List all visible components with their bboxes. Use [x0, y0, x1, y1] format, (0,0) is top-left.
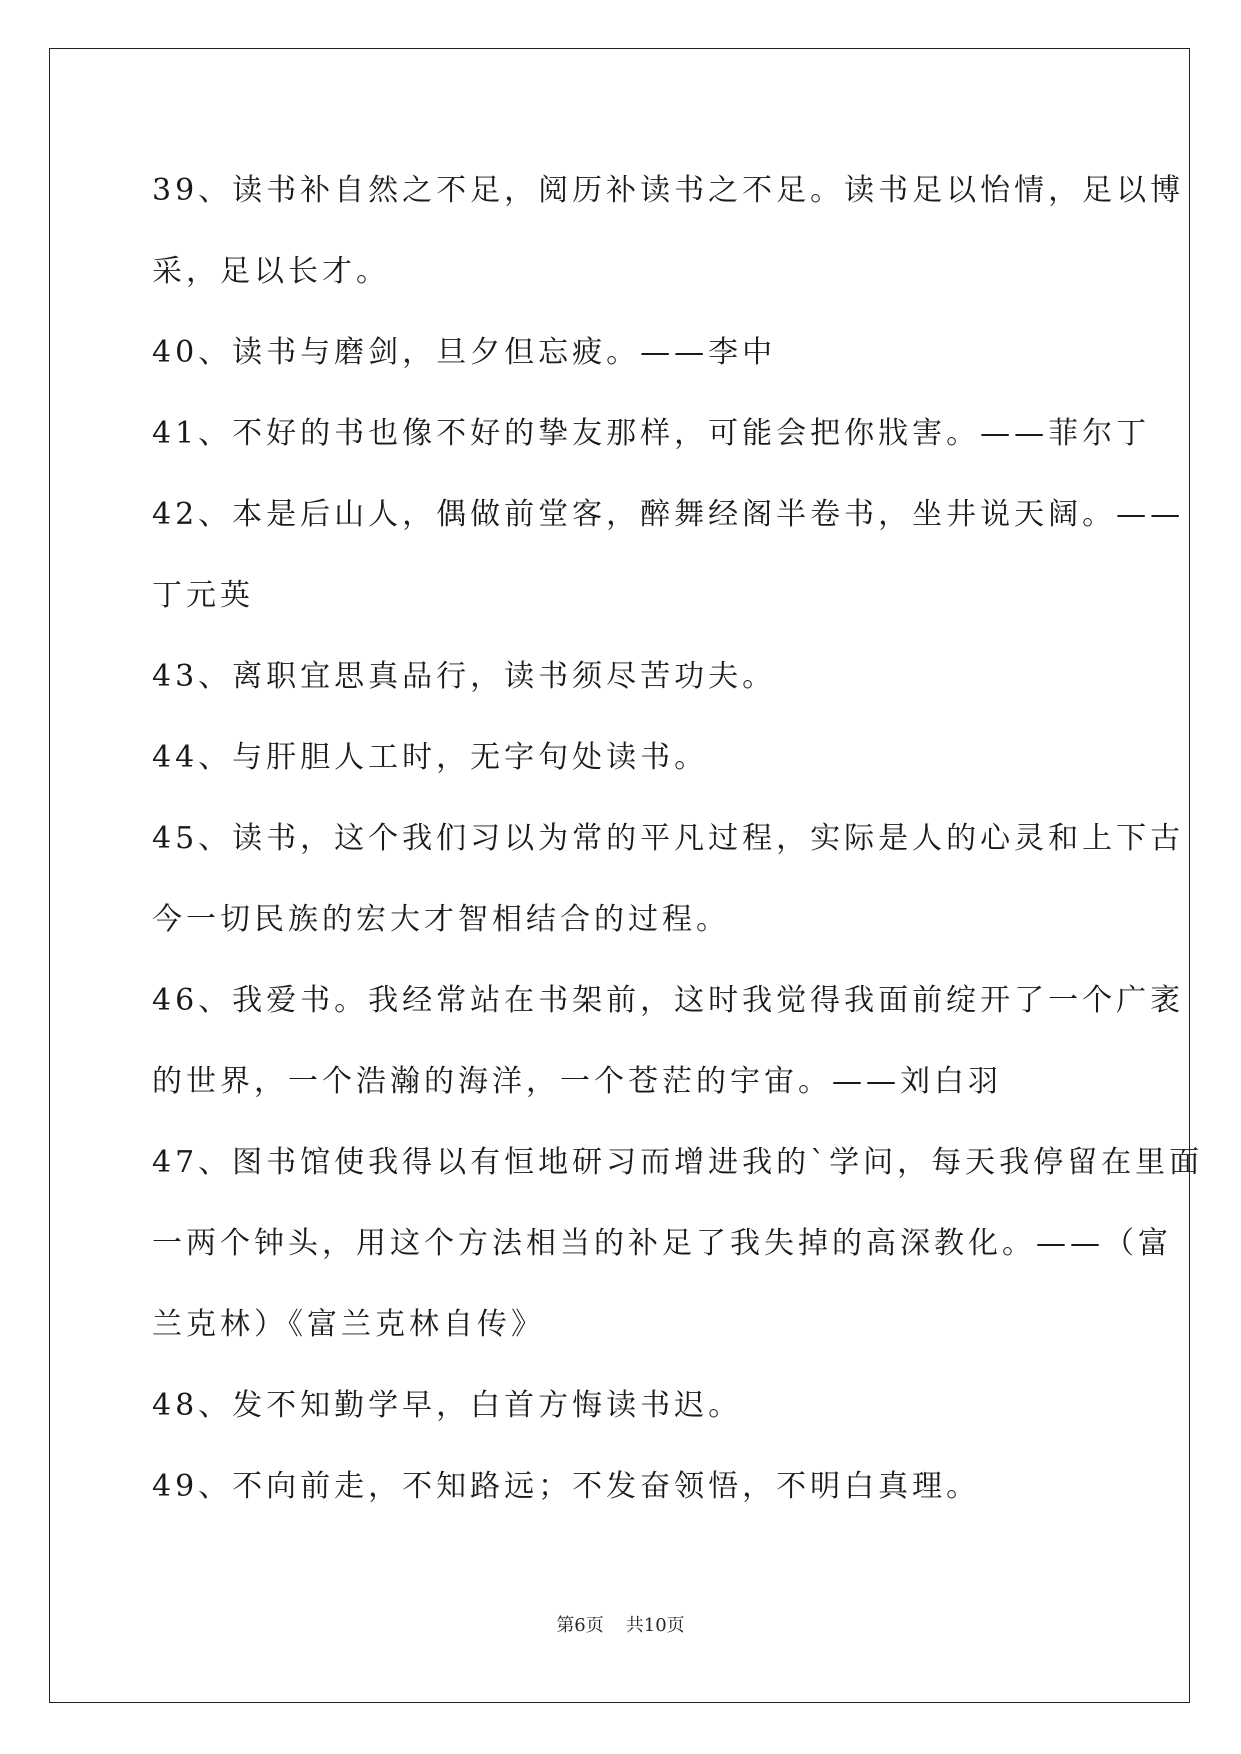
text-line-46a: 46、我爱书。我经常站在书架前，这时我觉得我面前绽开了一个广袤 [152, 983, 1185, 1018]
text-line-49: 49、不向前走，不知路远；不发奋领悟，不明白真理。 [152, 1469, 981, 1504]
text-line-47a: 47、图书馆使我得以有恒地研习而增进我的`学问，每天我停留在里面 [152, 1145, 1204, 1180]
text-line-48: 48、发不知勤学早，白首方悔读书迟。 [152, 1388, 743, 1423]
text-line-45b: 今一切民族的宏大才智相结合的过程。 [152, 902, 730, 937]
text-line-39b: 采，足以长才。 [152, 254, 390, 289]
text-line-47b: 一两个钟头，用这个方法相当的补足了我失掉的高深教化。——（富 [152, 1226, 1172, 1261]
text-line-46b: 的世界，一个浩瀚的海洋，一个苍茫的宇宙。——刘白羽 [152, 1064, 1002, 1099]
text-line-42b: 丁元英 [152, 578, 254, 613]
text-line-40: 40、读书与磨剑，旦夕但忘疲。——李中 [152, 335, 777, 370]
text-line-39a: 39、读书补自然之不足，阅历补读书之不足。读书足以怡情，足以博 [152, 173, 1185, 208]
page-border [49, 48, 1190, 1703]
page-total: 共10页 [625, 1615, 685, 1636]
text-line-42a: 42、本是后山人，偶做前堂客，醉舞经阁半卷书，坐井说天阔。—— [152, 497, 1185, 532]
text-line-41: 41、不好的书也像不好的挚友那样，可能会把你戕害。——菲尔丁 [152, 416, 1151, 451]
text-line-47c: 兰克林）《富兰克林自传》 [152, 1307, 545, 1342]
text-line-43: 43、离职宜思真品行，读书须尽苦功夫。 [152, 659, 777, 694]
text-line-45a: 45、读书，这个我们习以为常的平凡过程，实际是人的心灵和上下古 [152, 821, 1185, 856]
page-footer [0, 1614, 1241, 1638]
text-line-44: 44、与肝胆人工时，无字句处读书。 [152, 740, 709, 775]
page-number: 第6页 [556, 1615, 604, 1636]
